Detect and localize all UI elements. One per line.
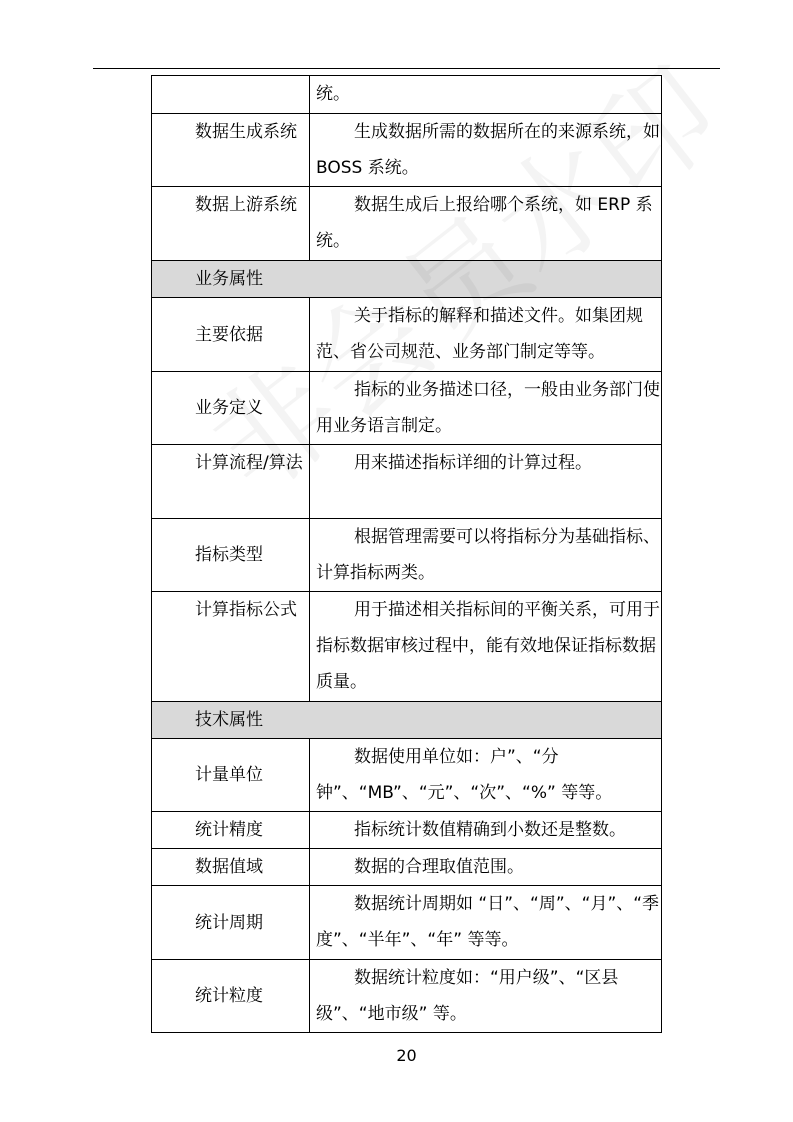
key-cell: 业务定义 [152, 372, 310, 445]
value-cell: 数据统计粒度如：“用户级”、“区县级”、“地市级” 等。 [310, 960, 662, 1033]
table-row [152, 812, 662, 849]
table-row [152, 187, 662, 261]
value-cell: 统。 [310, 76, 662, 114]
key-cell: 计算指标公式 [152, 592, 310, 702]
value-cell: 数据生成后上报给哪个系统，如 ERP 系统。 [310, 187, 662, 261]
value-cell: 用来描述指标详细的计算过程。 [310, 445, 662, 519]
value-cell: 指标的业务描述口径，一般由业务部门使用业务语言制定。 [310, 372, 662, 445]
value-cell: 指标统计数值精确到小数还是整数。 [310, 812, 662, 849]
table-row [152, 76, 662, 114]
header-rule [93, 68, 720, 69]
value-cell: 数据的合理取值范围。 [310, 849, 662, 886]
section-row [152, 702, 662, 739]
table-row [152, 372, 662, 445]
value-cell: 数据使用单位如：户”、“分钟”、“MB”、“元”、“次”、“%” 等等。 [310, 739, 662, 812]
section-cell: 业务属性 [152, 261, 662, 298]
table-row [152, 114, 662, 187]
table-row [152, 886, 662, 960]
key-cell [152, 76, 310, 114]
key-cell: 计算流程/算法 [152, 445, 310, 519]
section-row [152, 261, 662, 298]
key-cell: 计量单位 [152, 739, 310, 812]
value-cell: 数据统计周期如 “日”、“周”、“月”、“季度”、“半年”、“年” 等等。 [310, 886, 662, 960]
value-cell: 关于指标的解释和描述文件。如集团规范、省公司规范、业务部门制定等等。 [310, 298, 662, 372]
key-cell: 数据值域 [152, 849, 310, 886]
table-row [152, 739, 662, 812]
attribute-table [151, 75, 662, 1033]
table-row [152, 445, 662, 519]
key-cell: 统计精度 [152, 812, 310, 849]
section-cell: 技术属性 [152, 702, 662, 739]
page-number: 20 [396, 1046, 417, 1065]
key-cell: 统计粒度 [152, 960, 310, 1033]
key-cell: 统计周期 [152, 886, 310, 960]
value-cell: 根据管理需要可以将指标分为基础指标、计算指标两类。 [310, 519, 662, 592]
table-row [152, 960, 662, 1033]
key-cell: 主要依据 [152, 298, 310, 372]
key-cell: 数据生成系统 [152, 114, 310, 187]
value-cell: 生成数据所需的数据所在的来源系统，如 BOSS 系统。 [310, 114, 662, 187]
table-row [152, 298, 662, 372]
table-row [152, 849, 662, 886]
key-cell: 指标类型 [152, 519, 310, 592]
value-cell: 用于描述相关指标间的平衡关系，可用于指标数据审核过程中，能有效地保证指标数据质量。 [310, 592, 662, 702]
key-cell: 数据上游系统 [152, 187, 310, 261]
table-row [152, 592, 662, 702]
table-row [152, 519, 662, 592]
